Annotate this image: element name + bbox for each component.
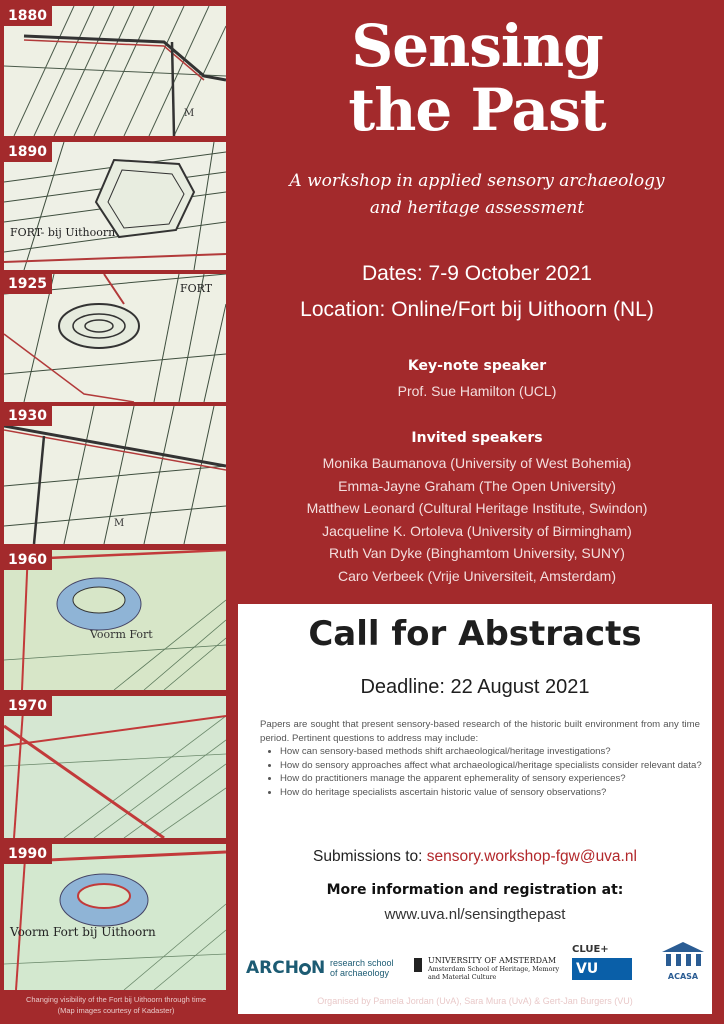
event-location: Location: Online/Fort bij Uithoorn (NL) <box>300 298 654 321</box>
map-strip-caption <box>0 994 232 1016</box>
submission-email-link[interactable]: sensory.workshop-fgw@uva.nl <box>426 848 637 865</box>
invited-speaker: Monika Baumanova (University of West Bohemia) <box>322 455 632 471</box>
call-for-abstracts-panel <box>238 604 712 1014</box>
cfa-intro: Papers are sought that present sensory-based research of the historic built environment from any time period. Pertinent questions to address may include: <box>260 719 700 744</box>
poster-title <box>236 14 718 142</box>
archon-sub-1: research school <box>330 958 394 968</box>
submission-line <box>238 848 712 866</box>
map-label-1890: FORT- bij Uithoorn <box>10 226 116 239</box>
year-label-1880: 1880 <box>4 6 52 26</box>
archon-o-icon <box>299 963 311 975</box>
svg-text:M: M <box>114 518 125 529</box>
archon-logo <box>246 958 396 988</box>
subtitle-line-2: and heritage assessment <box>369 198 585 218</box>
cfa-questions <box>260 745 720 799</box>
clue-logo-text: CLUE+ <box>572 944 609 955</box>
acasa-temple-icon <box>658 940 708 968</box>
map-1990 <box>4 844 226 990</box>
cfa-question: • How do practitioners manage the apparent ephemerality of sensory experiences? <box>280 772 720 786</box>
acasa-logo-text: ACASA <box>667 972 699 981</box>
uva-line-3: and Material Culture <box>428 973 497 981</box>
cfa-deadline: Deadline: 22 August 2021 <box>360 676 590 698</box>
keynote-speaker: Prof. Sue Hamilton (UCL) <box>397 383 557 399</box>
uva-line-2: Amsterdam School of Heritage, Memory <box>428 965 560 973</box>
map-label-1925: FORT <box>180 282 213 295</box>
map-label-1960: Voorm Fort <box>90 628 153 641</box>
map-label-1990: Voorm Fort bij Uithoorn <box>10 925 156 939</box>
organisers-footer: Organised by Pamela Jordan (UvA), Sara Mura (UvA) & Gert-Jan Burgers (VU) <box>317 996 633 1006</box>
title-line-2: the Past <box>348 76 606 144</box>
map-1925 <box>4 274 226 402</box>
historic-map-strip <box>0 0 232 1024</box>
map-1890 <box>4 142 226 270</box>
invited-speaker: Jacqueline K. Ortoleva (University of Birmingham) <box>322 522 632 539</box>
event-dates: Dates: 7-9 October 2021 <box>362 262 592 285</box>
year-label-1930: 1930 <box>4 406 52 426</box>
archon-sub-2: of archaeology <box>330 968 390 978</box>
archon-name-end: N <box>310 958 326 978</box>
cfa-question: • How do sensory approaches affect what archaeological/heritage specialists consider relevant data? <box>280 759 720 773</box>
year-label-1960: 1960 <box>4 550 52 570</box>
invited-speaker: Caro Verbeek (Vrije Universiteit, Amsterdam) <box>337 567 617 584</box>
poster-subtitle <box>236 168 718 222</box>
map-strip-caption-line2: (Map images courtesy of Kadaster) <box>57 1006 175 1015</box>
submission-label: Submissions to: <box>313 848 423 865</box>
vu-logo-text: VU <box>572 958 632 980</box>
keynote-heading: Key-note speaker <box>407 358 547 374</box>
cfa-title: Call for Abstracts <box>308 614 642 654</box>
cfa-question: • How can sensory-based methods shift archaeological/heritage investigations? <box>280 745 720 759</box>
year-label-1970: 1970 <box>4 696 52 716</box>
invited-speaker: Ruth Van Dyke (Binghamtom University, SUNY) <box>329 545 625 561</box>
subtitle-line-1: A workshop in applied sensory archaeology <box>289 171 665 191</box>
uva-logo <box>414 956 564 990</box>
uva-line-1: UNIVERSITY OF AMSTERDAM <box>428 956 557 965</box>
map-1930 <box>4 406 226 544</box>
map-1960 <box>4 550 226 690</box>
year-label-1990: 1990 <box>4 844 52 864</box>
acasa-logo <box>658 940 708 992</box>
clue-vu-logo <box>572 944 634 988</box>
invited-speaker: Emma-Jayne Graham (The Open University) <box>338 477 616 494</box>
map-strip-caption-line1: Changing visibility of the Fort bij Uithoorn through time <box>25 995 207 1004</box>
invited-speaker: Matthew Leonard (Cultural Heritage Institute, Swindon) <box>306 500 648 516</box>
year-label-1925: 1925 <box>4 274 52 294</box>
map-1970 <box>4 696 226 838</box>
year-label-1890: 1890 <box>4 142 52 162</box>
registration-url-link[interactable]: www.uva.nl/sensingthepast <box>384 906 566 923</box>
uva-crest-icon <box>414 958 422 972</box>
more-info-heading: More information and registration at: <box>326 882 624 898</box>
svg-text:M: M <box>184 108 195 119</box>
title-line-1: Sensing <box>351 12 603 80</box>
cfa-question: • How do heritage specialists ascertain historic value of sensory observations? <box>280 786 720 800</box>
archon-name: ARCH <box>246 958 299 978</box>
invited-heading: Invited speakers <box>411 430 543 446</box>
map-1880 <box>4 6 226 136</box>
invited-speaker-list <box>236 452 718 587</box>
partner-logos <box>238 940 712 1000</box>
